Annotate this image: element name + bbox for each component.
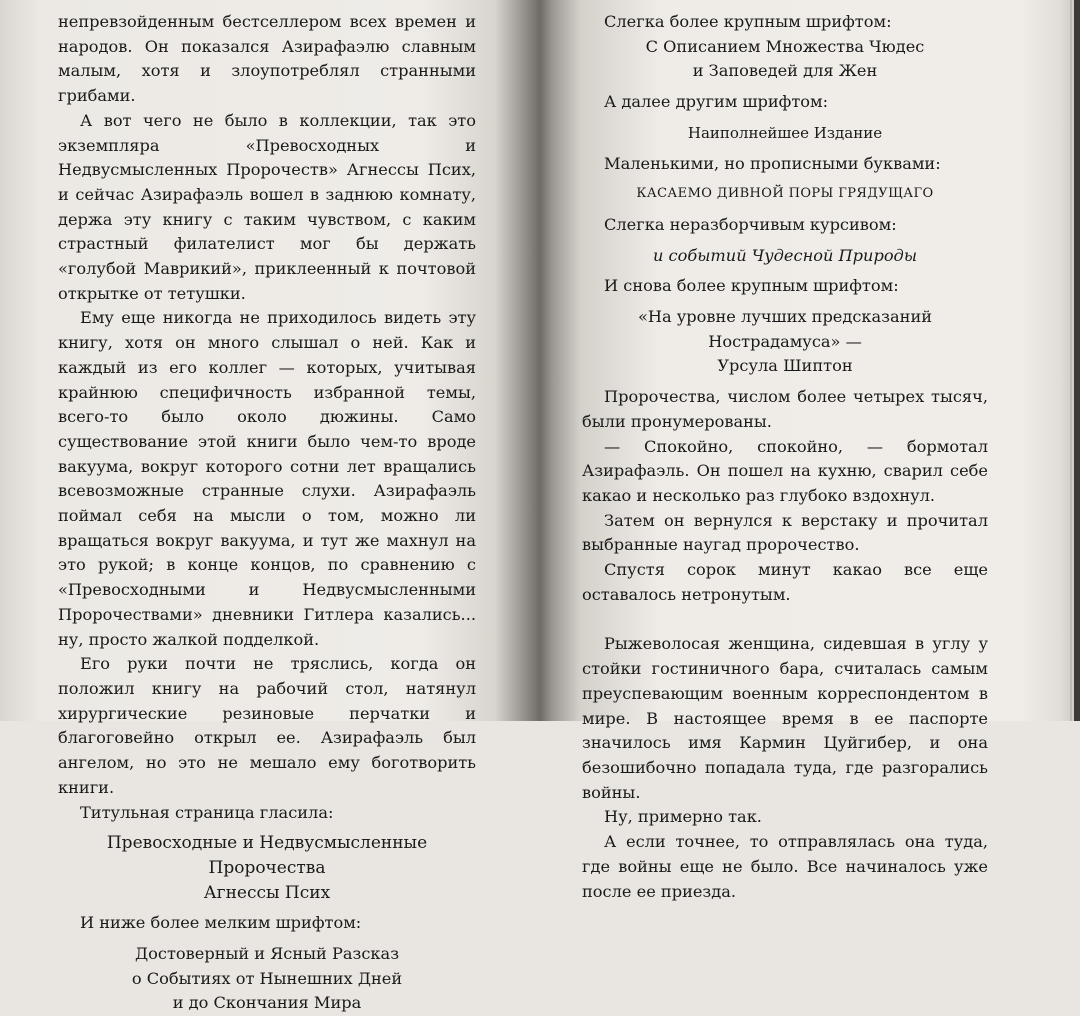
quote-line: «На уровне лучших предсказаний Нострадамуса» — bbox=[637, 307, 933, 351]
title-line: Превосходные и Недвусмысленные Пророчества bbox=[106, 833, 428, 878]
paragraph: Слегка неразборчивым курсивом: bbox=[604, 214, 897, 234]
paragraph: Ему еще никогда не приходилось видеть эту книгу, хотя он много слышал о ней. Как и каждый из его коллег — которых, учитывая крайнюю специфичность избранной темы, всего-то было около дюжины. Само существование этой книги было чем-то вроде вакуума, вокруг которого сотни лет вращались всевозможные странные слухи. Азирафаэль поймал себя на мысли о том, можно ли вращаться вокруг вакуума, и тут же махнул на это рукой; в конце концов, по сравнению с «Превосходными и Недвусмысленными Пророчествами» дневники Гитлера казались... ну, просто жалкой подделкой. bbox=[58, 308, 476, 649]
subtitle-line: о Событиях от Нынешних Дней bbox=[131, 968, 403, 988]
title-line: и событий Чудесной Природы bbox=[652, 245, 918, 265]
paragraph: А далее другим шрифтом: bbox=[604, 92, 829, 112]
paragraph: Слегка более крупным шрифтом: bbox=[604, 12, 892, 31]
paragraph: Рыжеволосая женщина, сидевшая в углу у стойки гостиничного бара, считалась самым преуспевающим военным корреспондентом в мире. В настоящее время в ее паспорте значилось имя Кармин Цуйгибер, и она безошибочно попадала туда, где разгорались войны. bbox=[582, 634, 988, 802]
title-line: Агнессы Псих bbox=[203, 882, 331, 903]
title-line: и Заповедей для Жен bbox=[692, 61, 878, 81]
title-line: С Описанием Множества Чюдес bbox=[645, 36, 925, 56]
paragraph: А вот чего не было в коллекции, так это экземпляра «Превосходных и Недвусмысленных Пророчеств» Агнессы Псих, и сейчас Азирафаэль вошел в заднюю комнату, держа эту книгу с таким чувством, с каким страстный филателист мог бы держать «голубой Маврикий», приклеенный к почтовой открытке от тетушки. bbox=[58, 110, 476, 303]
quote-author: Урсула Шиптон bbox=[717, 356, 853, 376]
title-line: Наиполнейшее Издание bbox=[687, 123, 883, 142]
paragraph: Маленькими, но прописными буквами: bbox=[604, 153, 941, 173]
paragraph: непревзойденным бестселлером всех времен и народов. Он показался Азирафаэлю славным малым, хотя и злоупотреблял странными грибами. bbox=[58, 12, 476, 106]
paragraph: Его руки почти не тряслись, когда он положил книгу на рабочий стол, натянул хирургические резиновые перчатки и благоговейно открыл ее. Азирафаэль был ангелом, но это не мешало ему боготворить книги. bbox=[58, 654, 476, 797]
section-break bbox=[582, 607, 988, 632]
paragraph: А если точнее, то отправлялась она туда, где войны еще не было. Все начиналось уже после ее приезда. bbox=[582, 832, 988, 901]
right-page bbox=[582, 10, 988, 904]
paragraph: Затем он вернулся к верстаку и прочитал выбранные наугад пророчество. bbox=[582, 510, 988, 555]
subtitle-line: и до Скончания Мира bbox=[172, 993, 362, 1013]
paragraph: — Спокойно, спокойно, — бормотал Азирафаэль. Он пошел на кухню, сварил себе какао и несколько раз глубоко вздохнул. bbox=[582, 436, 988, 505]
page-edge-shadow bbox=[1070, 0, 1072, 721]
subtitle-line: Достоверный и Ясный Разсказ bbox=[134, 944, 400, 964]
left-page bbox=[58, 10, 476, 1016]
paragraph: Спустя сорок минут какао все еще оставалось нетронутым. bbox=[582, 560, 988, 604]
title-line: КАСАЕМО ДИВНОЙ ПОРЫ ГРЯДУЩАГО bbox=[636, 186, 934, 202]
scan-edge bbox=[1074, 0, 1080, 721]
paragraph: Титульная страница гласила: bbox=[80, 802, 334, 822]
paragraph: И ниже более мелким шрифтом: bbox=[80, 913, 362, 933]
paragraph: Пророчества, числом более четырех тысяч, были пронумерованы. bbox=[582, 387, 988, 431]
paragraph: И снова более крупным шрифтом: bbox=[604, 276, 899, 296]
paragraph: Ну, примерно так. bbox=[604, 807, 762, 827]
